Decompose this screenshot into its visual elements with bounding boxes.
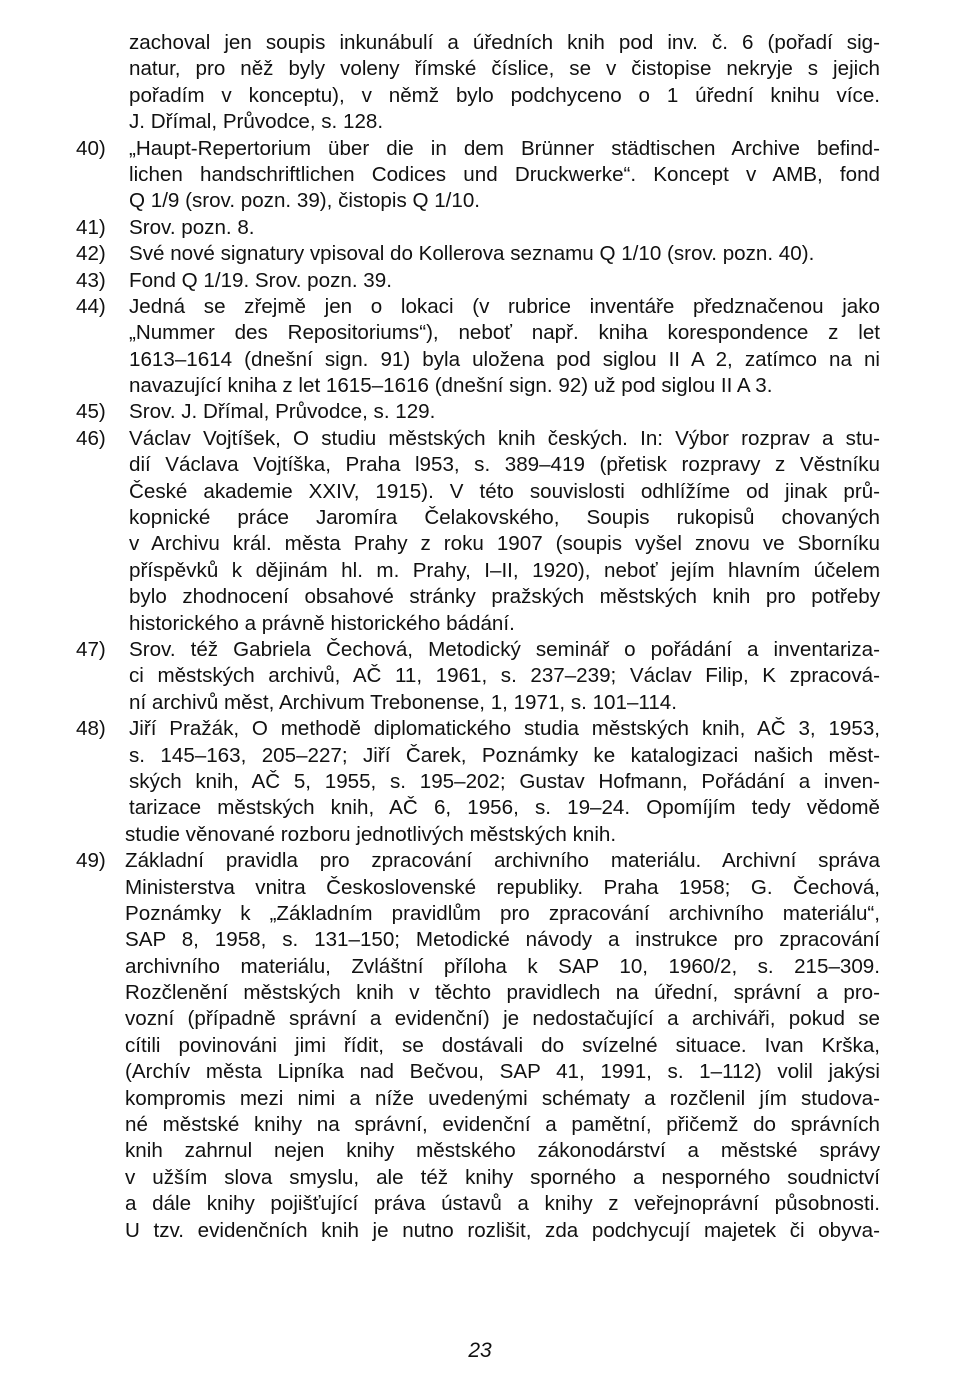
line-text: knih zahrnul nejen knihy městského zákonodárství a městské správy (125, 1139, 880, 1163)
line-text: Srov. pozn. 8. (129, 215, 255, 239)
text-line (0, 795, 960, 821)
footnote-number: 41) (76, 215, 106, 239)
text-line (0, 1112, 960, 1138)
line-text: tarizace městských knih, AČ 6, 1956, s. 19–24. Opomíjím tedy vědomě (129, 796, 880, 820)
text-line (0, 716, 960, 742)
line-text: historického a právně historického bádání. (129, 611, 515, 635)
line-text: Své nové signatury vpisoval do Kollerova seznamu Q 1/10 (srov. pozn. 40). (129, 242, 815, 266)
line-text: Q 1/9 (srov. pozn. 39), čistopis Q 1/10. (129, 189, 481, 213)
line-text: Fond Q 1/19. Srov. pozn. 39. (129, 268, 392, 292)
line-text: Poznámky k „Základním pravidlům pro zpracování archivního materiálu“, (125, 901, 880, 925)
line-text: pořadím v konceptu), v němž bylo podchyceno o 1 úřední knihu více. (129, 83, 880, 107)
text-line (0, 1033, 960, 1059)
line-text: ní archivů měst, Archivum Trebonense, 1, 1971, s. 101–114. (129, 690, 677, 714)
footnote-number: 43) (76, 268, 106, 292)
text-line (0, 83, 960, 109)
text-line (0, 479, 960, 505)
text-line (0, 558, 960, 584)
line-text: kopnické práce Jaromíra Čelakovského, Soupis rukopisů chovaných (129, 506, 880, 530)
line-text: bylo zhodnocení obsahové stránky pražských městských knih pro potřeby (129, 585, 880, 609)
text-line (0, 743, 960, 769)
line-text: J. Dřímal, Průvodce, s. 128. (129, 110, 384, 134)
line-text: Srov. též Gabriela Čechová, Metodický seminář o pořádání a inventariza- (129, 637, 880, 661)
text-line (0, 690, 960, 716)
text-line (0, 30, 960, 56)
text-line (0, 1191, 960, 1217)
text-line (0, 611, 960, 637)
footnote-number: 40) (76, 136, 106, 160)
text-line (0, 531, 960, 557)
line-text: kompromis mezi nimi a níže uvedenými schématy a rozčlenil jím studova- (125, 1086, 880, 1110)
line-text: studie věnované rozboru jednotlivých městských knih. (125, 822, 617, 846)
text-line (0, 109, 960, 135)
footnote-number: 45) (76, 400, 106, 424)
line-text: U tzv. evidenčních knih je nutno rozlišit, zda podchycují majetek či obyva- (125, 1218, 880, 1242)
line-text: ci městských archivů, AČ 11, 1961, s. 237–239; Václav Filip, K zpracová- (129, 664, 880, 688)
line-text: České akademie XXIV, 1915). V této souvislosti odhlížíme od jinak prů- (129, 479, 880, 503)
line-text: příspěvků k dějinám hl. m. Prahy, I–II, 1920), neboť jejím hlavním účelem (129, 558, 880, 582)
text-line (0, 1165, 960, 1191)
line-text: v užším slova smyslu, ale též knihy sporného a nesporného soudnictví (125, 1165, 880, 1189)
line-text: zachoval jen soupis inkunábulí a úředních knih pod inv. č. 6 (pořadí sig- (129, 31, 880, 54)
text-line (0, 637, 960, 663)
line-text: né městské knihy na správní, evidenční a pamětní, přičemž do správních (125, 1113, 880, 1137)
text-line (0, 927, 960, 953)
text-line (0, 663, 960, 689)
line-text: Jiří Pražák, O methodě diplomatického studia městských knih, AČ 3, 1953, (129, 717, 880, 741)
line-text: a dále knihy pojišťující práva ústavů a knihy z veřejnoprávní působnosti. (125, 1192, 880, 1216)
text-line (0, 241, 960, 267)
line-text: Václav Vojtíšek, O studiu městských knih českých. In: Výbor rozprav a stu- (129, 426, 880, 450)
line-text: Ministerstva vnitra Československé republiky. Praha 1958; G. Čechová, (125, 875, 880, 899)
text-line (0, 373, 960, 399)
footnote-number: 44) (76, 294, 106, 318)
line-text: navazující kniha z let 1615–1616 (dnešní sign. 92) už pod siglou II A 3. (129, 374, 773, 398)
text-line (0, 1059, 960, 1085)
text-line (0, 875, 960, 901)
text-line (0, 268, 960, 294)
line-text: dií Václava Vojtíška, Praha l953, s. 389–419 (přetisk rozpravy z Věstníku (129, 453, 880, 477)
text-line (0, 215, 960, 241)
text-line (0, 320, 960, 346)
text-line (0, 980, 960, 1006)
text-line (0, 399, 960, 425)
text-line (0, 452, 960, 478)
text-line (0, 162, 960, 188)
text-line (0, 1218, 960, 1244)
footnote-number: 49) (76, 849, 106, 873)
text-line (0, 769, 960, 795)
footnote-number: 46) (76, 426, 106, 450)
line-text: „Nummer des Repositoriums“), neboť např. kniha korespondence z let (129, 321, 880, 345)
line-text: natur, pro něž byly voleny římské číslice, se v čistopise nekryje s jejich (129, 57, 880, 81)
line-text: SAP 8, 1958, s. 131–150; Metodické návody a instrukce pro zpracování (125, 928, 880, 952)
text-line (0, 56, 960, 82)
text-line (0, 188, 960, 214)
line-text: v Archivu král. města Prahy z roku 1907 (soupis vyšel znovu ve Sborníku (129, 532, 880, 556)
text-line (0, 1086, 960, 1112)
line-text: s. 145–163, 205–227; Jiří Čarek, Poznámky ke katalogizaci našich měst- (129, 743, 880, 767)
line-text: Základní pravidla pro zpracování archivního materiálu. Archivní správa (125, 849, 880, 873)
footnote-number: 47) (76, 637, 106, 661)
text-line (0, 848, 960, 874)
text-line (0, 505, 960, 531)
page-number: 23 (468, 1339, 492, 1362)
text-line (0, 1138, 960, 1164)
line-text: Jedná se zřejmě jen o lokaci (v rubrice inventáře předznačenou jako (129, 294, 880, 318)
text-line (0, 426, 960, 452)
line-text: Srov. J. Dřímal, Průvodce, s. 129. (129, 400, 436, 424)
line-text: lichen handschriftlichen Codices und Druckwerke“. Koncept v AMB, fond (129, 162, 880, 186)
footnote-number: 42) (76, 242, 106, 266)
footnote-number: 48) (76, 717, 106, 741)
text-line (0, 294, 960, 320)
line-text: cítili povinováni jimi řídit, se dostávali do svízelné situace. Ivan Krška, (125, 1033, 880, 1057)
line-text: (Archív města Lipníka nad Bečvou, SAP 41, 1991, s. 1–112) volil jakýsi (125, 1060, 880, 1084)
footnotes-text (0, 30, 960, 1244)
text-line (0, 954, 960, 980)
line-text: Rozčlenění městských knih v těchto pravidlech na úřední, správní a pro- (125, 981, 880, 1005)
line-text: „Haupt-Repertorium über die in dem Brünner städtischen Archive befind- (129, 136, 880, 160)
text-line (0, 347, 960, 373)
text-line (0, 136, 960, 162)
text-line (0, 901, 960, 927)
line-text: ských knih, AČ 5, 1955, s. 195–202; Gustav Hofmann, Pořádání a inven- (129, 769, 880, 793)
text-line (0, 822, 960, 848)
text-line (0, 1006, 960, 1032)
line-text: vozní (případně správní a evidenční) je nedostačující a archiváři, pokud se (125, 1007, 880, 1031)
line-text: 1613–1614 (dnešní sign. 91) byla uložena pod siglou II A 2, zatímco na ni (129, 347, 880, 371)
line-text: archivního materiálu, Zvláštní příloha k SAP 10, 1960/2, s. 215–309. (125, 954, 880, 978)
text-line (0, 584, 960, 610)
